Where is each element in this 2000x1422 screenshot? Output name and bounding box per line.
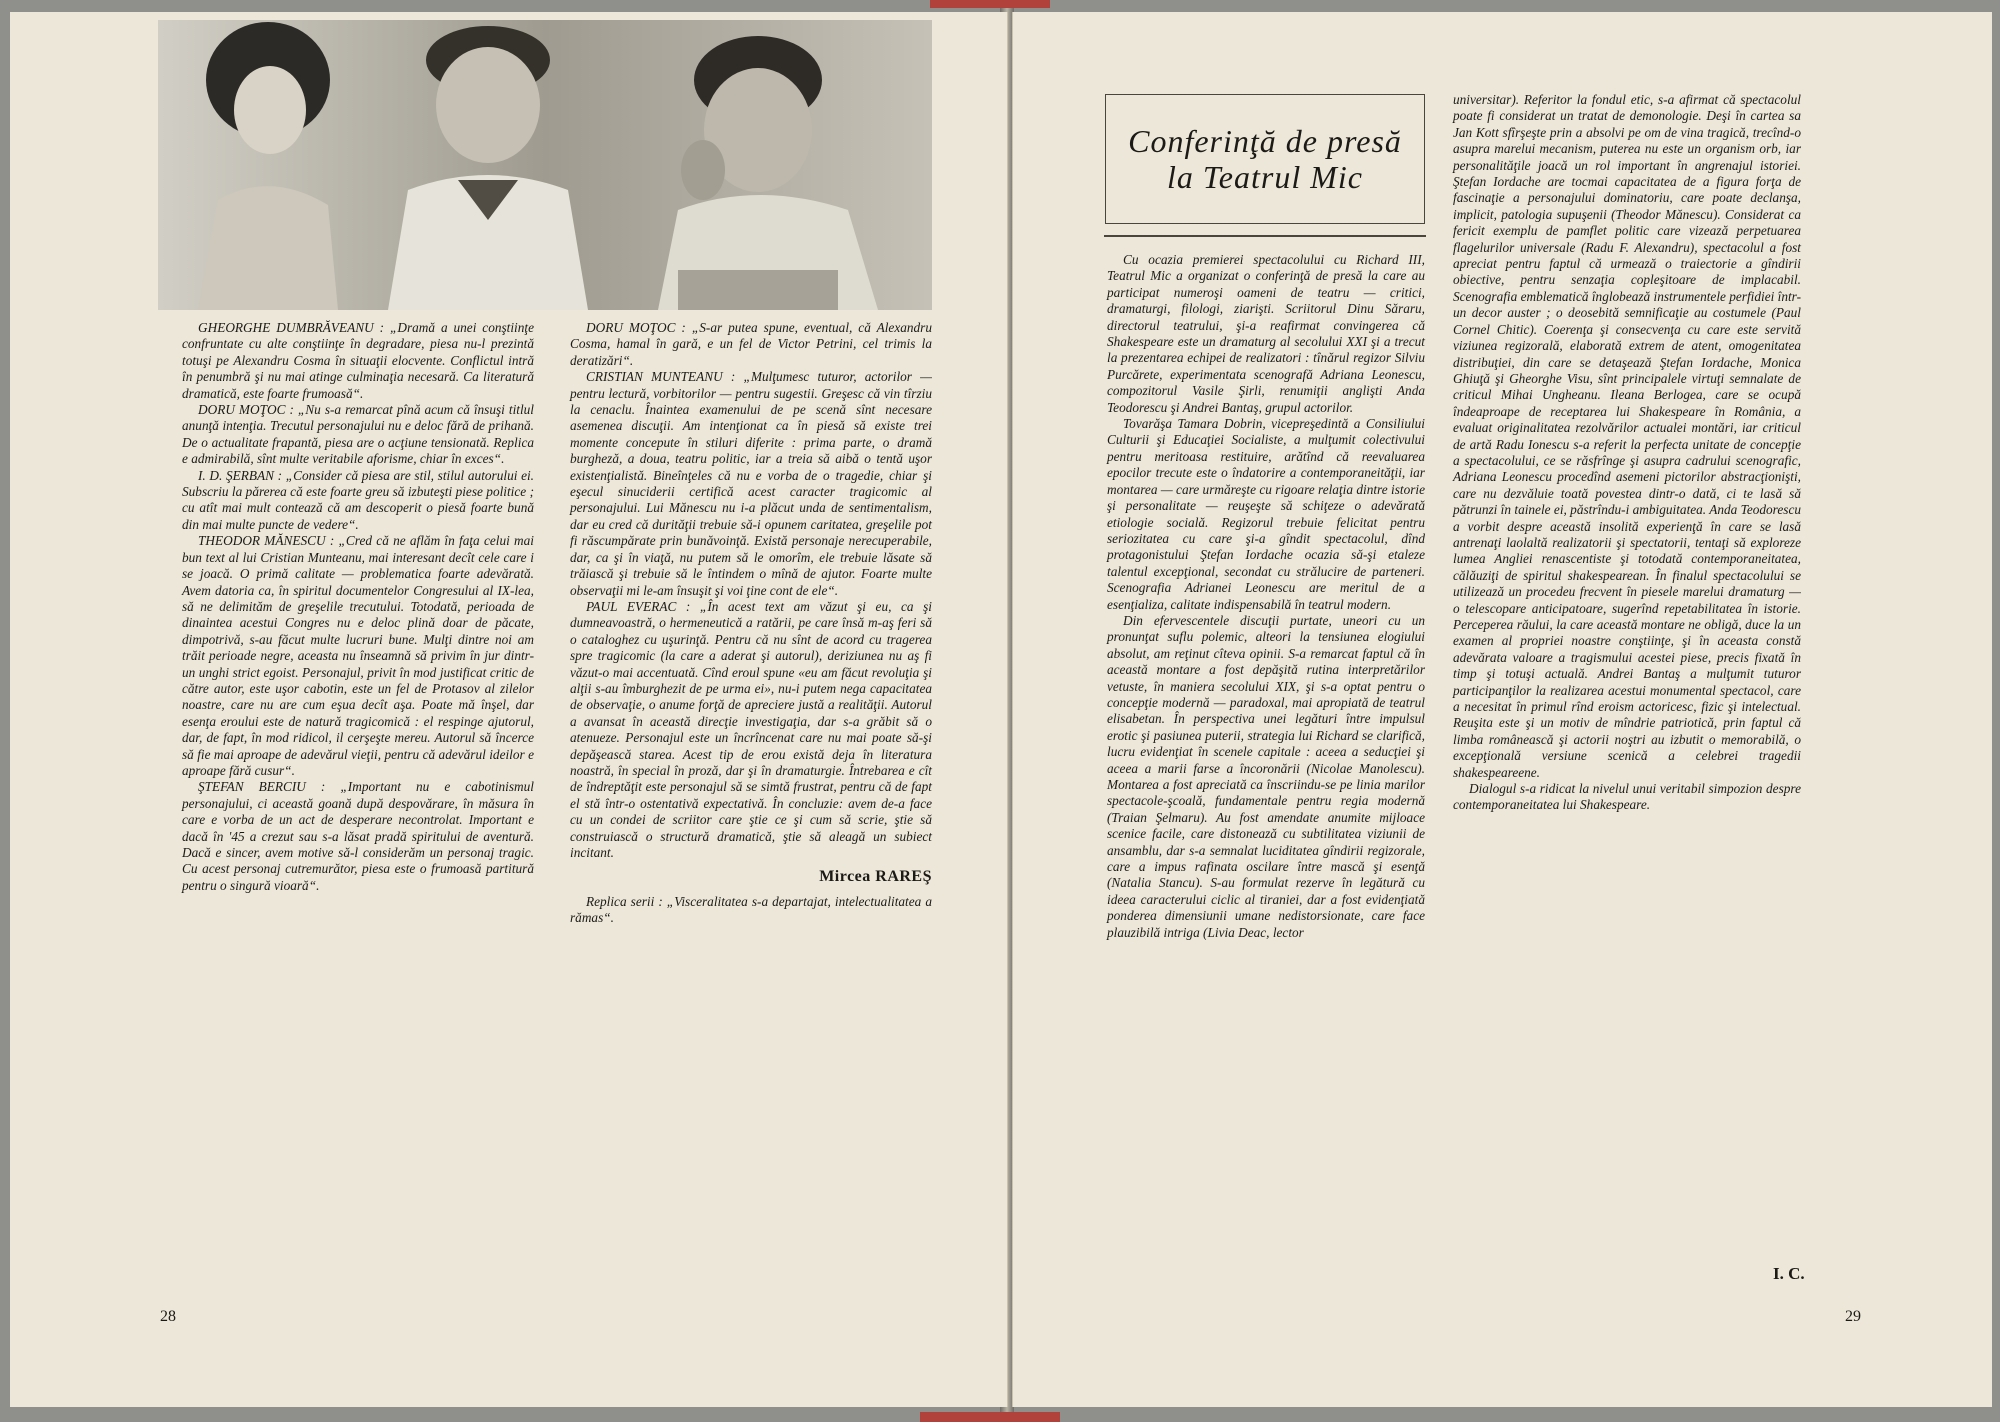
page-number-left: 28 <box>160 1308 176 1325</box>
paragraph-dumbraveanu: GHEORGHE DUMBRĂVEANU : „Dramă a unei conştiinţe confruntate cu alte conştiinţe în degradare, piesa nu-l prezintă totuşi pe Alexandru Cosma în situaţii elocvente. Conflictul intră în penumbră şi nu mai atinge culminaţia necesară. Ca literatură dramatică, este foarte frumoasă“. <box>182 320 534 401</box>
spine-ribbon-bottom <box>920 1412 1060 1422</box>
article-title-line-1: Conferinţă de presă <box>1128 123 1402 159</box>
author-initials: I. C. <box>1773 1264 1805 1283</box>
paragraph-berciu: ŞTEFAN BERCIU : „Important nu e cabotinismul personajului, ci această goană după despovărare, în măsura în care e vorba de un act de desperare necontrolat. Important e dacă în '45 a crezut sau s-a lăsat pradă spiritului de aventură. Dacă e sincer, avem motive să-l considerăm un personaj tragic. Cu acest personaj cutremurător, piesa este o frumoasă partitură pentru o singură vioară“. <box>182 779 534 893</box>
right-column-2 <box>1453 92 1801 814</box>
paragraph-everac: PAUL EVERAC : „În acest text am văzut şi eu, ca şi dumneavoastră, o hermeneutică a ratării, pe care însă m-aş feri să o cataloghez cu uşurinţă. Pentru că nu sînt de acord cu tragerea spre tragicomic (la care a aderat şi autorul), deriziunea nu aş fi văzut-o mai accentuată. Cînd eroul spune «eu am făcut revoluţia şi alţii s-au îmburghezit de pe urma ei», nu-i putem nega capacitatea de observaţie, o anume forţă de apreciere justă a realităţii. Autorul a avansat în această direcţie investigaţia, dar s-a grăbit să o atenueze. Personajul este un încrîncenat care nu mai poate să-şi depăşească starea. Acest tip de erou există deja în literatura noastră, în special în proză, dar şi în dramaturgie. Întrebarea e cît de îndreptăţit este personajul să se simtă frustrat, pentru că de fapt el stă într-o ostentativă expectativă. În concluzie: avem de-a face cu un condei de scriitor care ştie ce şi cum să scrie, ştie să construiască o structură dramatică, ştie să aleagă un subiect incitant. <box>570 598 932 860</box>
left-column-1 <box>182 320 534 894</box>
article-title-line-2: la Teatrul Mic <box>1167 159 1363 195</box>
paragraph-conclusion: Dialogul s-a ridicat la nivelul unui veritabil simpozion despre contemporaneitatea lui Shakespeare. <box>1453 781 1801 813</box>
left-column-2 <box>570 320 932 927</box>
photo-illustration <box>158 20 932 310</box>
photo-three-people <box>158 20 932 310</box>
author-signature: Mircea RAREŞ <box>819 868 932 886</box>
paragraph-dobrin: Tovarăşa Tamara Dobrin, vicepreşedintă a Consiliului Culturii şi Educaţiei Socialiste, a mulţumit colectivului pentru meritoasa restituire, arătînd că reevaluarea epocilor trecute este o îndatorire a contemporaneităţii, iar montarea — care urmăreşte cu rigoare relaţia dintre istorie şi personalitate — reuşeşte să schiţeze o adevărată etiologie socială. Regizorul trebuie felicitat pentru seriozitatea cu care şi-a gîndit spectacolul, dînd protagonistului Ştefan Iordache ocazia să-şi etaleze talentul excepţional, secondat cu strălucire de parteneri. Scenografia Adrianei Leonescu are meritul de a esenţializa, calitate indispensabilă în teatrul modern. <box>1107 416 1425 612</box>
right-page <box>1012 12 1992 1407</box>
paragraph-intro: Cu ocazia premierei spectacolului cu Richard III, Teatrul Mic a organizat o conferinţă de presă la care au participat numeroşi oameni de teatru — critici, dramaturgi, filologi, ziarişti. Scriitorul Dinu Săraru, directorul teatrului, şi-a reafirmat convingerea că Shakespeare este un dramaturg al secolului XXI şi a trecut la prezentarea echipei de realizatori : tînărul regizor Silviu Purcărete, experimentata scenografă Adriana Leonescu, compozitorul Vasile Şirli, renumiţii anglişti Anda Teodorescu şi Andrei Bantaş, grupul actorilor. <box>1107 252 1425 415</box>
paragraph-discussions: Din efervescentele discuţii purtate, uneori cu un pronunţat suflu polemic, alteori la tensiunea elogiului absolut, am reţinut cîteva opinii. S-a remarcat faptul că în această montare a fost depăşită rutina interpretărilor vetuste, în maniera secolului XIX, şi s-a optat pentru o concepţie modernă — paradoxal, mai apropiată de teatrul elisabetan. În perspectiva unei legături între impulsul erotic şi pasiunea puterii, strategia lui Richard se clarifică, lucru evidenţiat în scenele capitale : aceea a seducţiei şi aceea a marii farse a încoronării (Nicolae Manolescu). Montarea a fost apreciată ca înscriindu-se pe linia marilor spectacole-şcoală, fundamentale pentru regia modernă (Traian Şelmaru). Au fost amendate anumite mijloace scenice facile, care distonează cu subtilitatea viziunii de ansamblu, dar s-a semnalat luciditatea gîndirii regizorale, care a impus rafinata oscilare între mască şi esenţă (Natalia Stancu). S-au formulat rezerve în legătură cu ideea caracterului ciclic al tiraniei, dar a fost evidenţiată ponderea dimensiunii umane nedistorsionate, care face plauzibilă intriga (Livia Deac, lector <box>1107 612 1425 940</box>
paragraph-serban: I. D. ŞERBAN : „Consider că piesa are stil, stilul autorului ei. Subscriu la părerea că este foarte greu să izbuteşti piese politice ; cu atît mai mult contează că am descoperit o piesă foarte bună din mai multe puncte de vedere“. <box>182 467 534 532</box>
article-title-box <box>1105 94 1425 224</box>
title-rule <box>1104 235 1426 237</box>
paragraph-continuation: universitar). Referitor la fondul etic, s-a afirmat că spectacolul poate fi considerat un tratat de demonologie. Deşi în cartea sa Jan Kott sfîrşeşte prin a absolvi pe om de vina tragică, trecînd-o asupra marelui mecanism, puterea nu este un organism orb, iar personalităţile joacă un rol important în angrenajul istoriei. Ştefan Iordache are tocmai capacitatea de a figura forţa de fascinaţie a personajului dominatoriu, care poate declanşa, implicit, patologia supuşenii (Theodor Mănescu). Considerat ca fericit exemplu de pamflet politic care vizează perpetuarea flagelurilor universale (Radu F. Alexandru), spectacolul a fost apreciat pentru faptul că urmează o traiectorie a gîndirii obiective, pentru senzaţia copleşitoare de implacabil. Scenografia emblematică înglobează instrumentele perfidiei într-un decor auster ; o deosebită semnificaţie au costumele (Paul Cornel Chitic). Coerenţa şi consecvenţa cu care este servită viziunea regizorală, elaborată extrem de atent, omogenitatea distribuţiei, din care se detaşează Ştefan Iordache, Monica Ghiuţă şi Gheorghe Visu, sînt principalele virtuţi semnalate de criticul Mihai Ungheanu. Ileana Berlogea, care se ocupă îndeaproape de receptarea lui Shakespeare în România, a evaluat originalitatea rezolvărilor actualei montări, iar criticul de artă Radu Ionescu s-a referit la perfecta unitate de concepţie a spectacolului, ce se răsfrînge şi asupra cadrului scenografic, Adriana Leonescu procedînd asemeni pictorilor abstracţionişti, care nu dezvăluie toată povestea dintr-o dată, ci te lasă să pătrunzi în tainele ei, păstrîndu-i ambiguitatea. Anda Teodorescu a vorbit despre această insolită experienţă în care se lasă antrenaţi laolaltă realizatorii şi spectatorii, tentaţi să exploreze lumea Angliei renascentiste şi totodată contemporaneitatea, călăuziţi de spiritul shakespearean. În finalul spectacolului se utilizează un procedeu frecvent în piesele marelui dramaturg — o telescopare anticipatoare, sugerînd repetabilitatea în istorie. Perceperea răului, la care această montare ne obligă, duce la un examen al propriei noastre conştiinţe, şi în aceasta constă adevărata valoare a tragismului acestei piese, precis fixată în timp şi totuşi actuală. Andrei Bantaş a mulţumit tuturor participanţilor la realizarea acestui monumental spectacol, care a necesitat în primul rînd eroism actoricesc, fizic şi intelectual. Reuşita este şi un motiv de mîndrie patriotică, prin faptul că limba românească şi actorii noştri au izbutit o memorabilă, o excepţională versiune scenică a celebrei tragedii shakespeareene. <box>1453 92 1801 780</box>
spine-ribbon-top <box>930 0 1050 8</box>
replica-serii: Replica serii : „Visceralitatea s-a departajat, intelectualitatea a rămas“. <box>570 893 932 926</box>
left-page <box>10 12 1008 1407</box>
paragraph-motoc: DORU MOŢOC : „Nu s-a remarcat pînă acum că însuşi titlul anunţă intenţia. Trecutul personajului nu e deloc fără de prihană. De o actualitate frapantă, piesa are o acţiune tensionată. Replica e admirabilă, sînt multe veritabile aforisme, chiar în exces“. <box>182 402 534 467</box>
paragraph-manescu: THEODOR MĂNESCU : „Cred că ne aflăm în faţa celui mai bun text al lui Cristian Munteanu, mai interesant decît cele care i se joacă. O primă calitate — problematica foarte adevărată. Avem datoria ca, în spiritul documentelor Congresului al IX-lea, să ne delimităm de greşelile trecutului. Totodată, perioada de dinaintea acestui Congres nu e deloc plină doar de păcate, dimpotrivă, s-au făcut multe lucruri bune. Mulţi dintre noi am trăit perioade negre, aceasta nu înseamnă să privim în jur dintr-un unghi strict egoist. Personajul, privit în mod justificat critic de către autor, este uşor cabotin, este un fel de Protasov al zilelor noastre, care nu are cum eşua decît aşa. Poate mă înşel, dar esenţa eroului este de natură tragicomică : el respinge ajutorul, dar, de fapt, în mod ridicol, il cerşeşte mereu. Autorul să încerce să fie mai aproape de adevărul vieţii, pentru că adevărul ideilor e aproape fără cusur“. <box>182 533 534 778</box>
paragraph-munteanu: CRISTIAN MUNTEANU : „Mulţumesc tuturor, actorilor — pentru lectură, vorbitorilor — pentru sugestii. Greşesc că vin tîrziu la cenaclu. Înaintea examenului de pe scenă sînt necesare asemenea discuţii. Am intenţionat ca în piesă să existe trei momente concepute în stiluri diferite : prima parte, o dramă burgheză, a doua, teatru politic, iar a treia să aibă o tentă uşor existenţialistă. Bineînţeles că nu e vorba de o tragedie, chiar şi eşecul sinuciderii certifică acest caracter tragicomic al personajului. Lui Mănescu nu i-a plăcut unda de sentimentalism, dar eu cred că durităţii trebuie să-i opunem caritatea, greşelile pot fi răscumpărate prin bunăvoinţă. Există personaje nerecuperabile, dar, ca şi în viaţă, nu putem să le omorîm, ele trebuie lăsate să trăiască şi trebuie să le întindem o mînă de ajutor. Foarte multe observaţii mi le-am însuşit şi voi ţine cont de ele“. <box>570 369 932 598</box>
right-column-1 <box>1107 252 1425 941</box>
page-number-right: 29 <box>1845 1308 1861 1325</box>
paragraph-motoc-2: DORU MOŢOC : „S-ar putea spune, eventual, că Alexandru Cosma, hamal în gară, e un fel de Victor Petrini, cel trimis la deratizări“. <box>570 320 932 368</box>
